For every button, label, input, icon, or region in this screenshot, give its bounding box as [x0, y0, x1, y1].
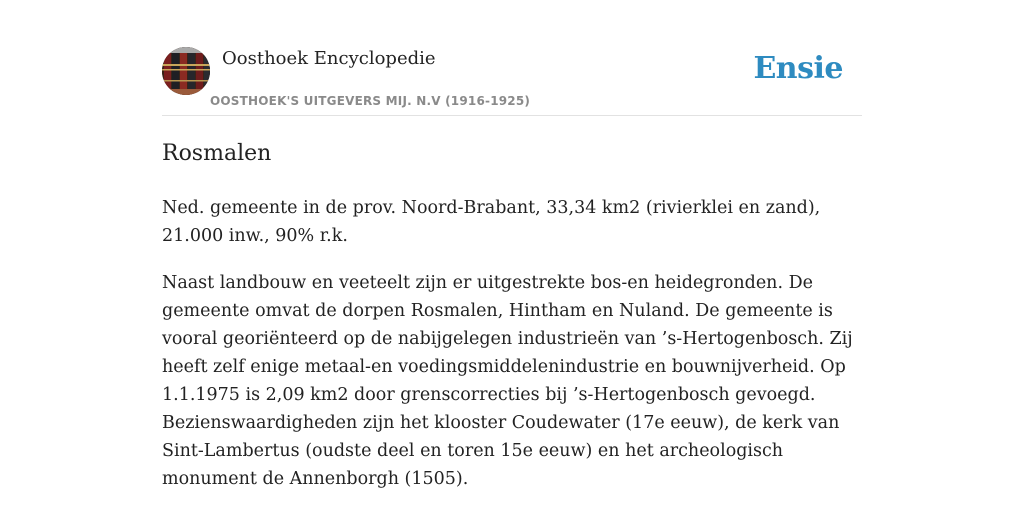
article-title: Rosmalen — [162, 141, 272, 166]
source-header — [162, 46, 862, 116]
article — [162, 138, 862, 493]
source-title[interactable]: Oosthoek Encyclopedie — [222, 48, 436, 69]
article-paragraph: Ned. gemeente in de prov. Noord-Brabant, 33,34 km2 (rivierklei en zand), 21.000 inw., 90% r.k. — [162, 198, 821, 246]
publisher-label: OOSTHOEK'S UITGEVERS MIJ. N.V (1916-1925) — [210, 94, 531, 108]
article-paragraph: Naast landbouw en veeteelt zijn er uitgestrekte bos-en heidegronden. De gemeente omvat de dorpen Rosmalen, Hintham en Nuland. De gemeente is vooral georiënteerd op de nabijgelegen industrieën van ’s-Hertogenbosch. Zij heeft zelf enige metaal-en voedingsmiddelenindustrie en bouwnijverheid. Op 1.1.1975 is 2,09 km2 door grenscorrecties bij ’s-Hertogenbosch gevoegd. Bezienswaardigheden zijn het klooster Coudewater (17e eeuw), de kerk van Sint-Lambertus (oudste deel en toren 15e eeuw) en het archeologisch monument de Annenborgh (1505). — [162, 273, 853, 489]
book-spines-icon — [162, 47, 210, 95]
source-avatar[interactable] — [162, 47, 210, 95]
ensie-logo[interactable]: Ensie — [753, 51, 843, 86]
